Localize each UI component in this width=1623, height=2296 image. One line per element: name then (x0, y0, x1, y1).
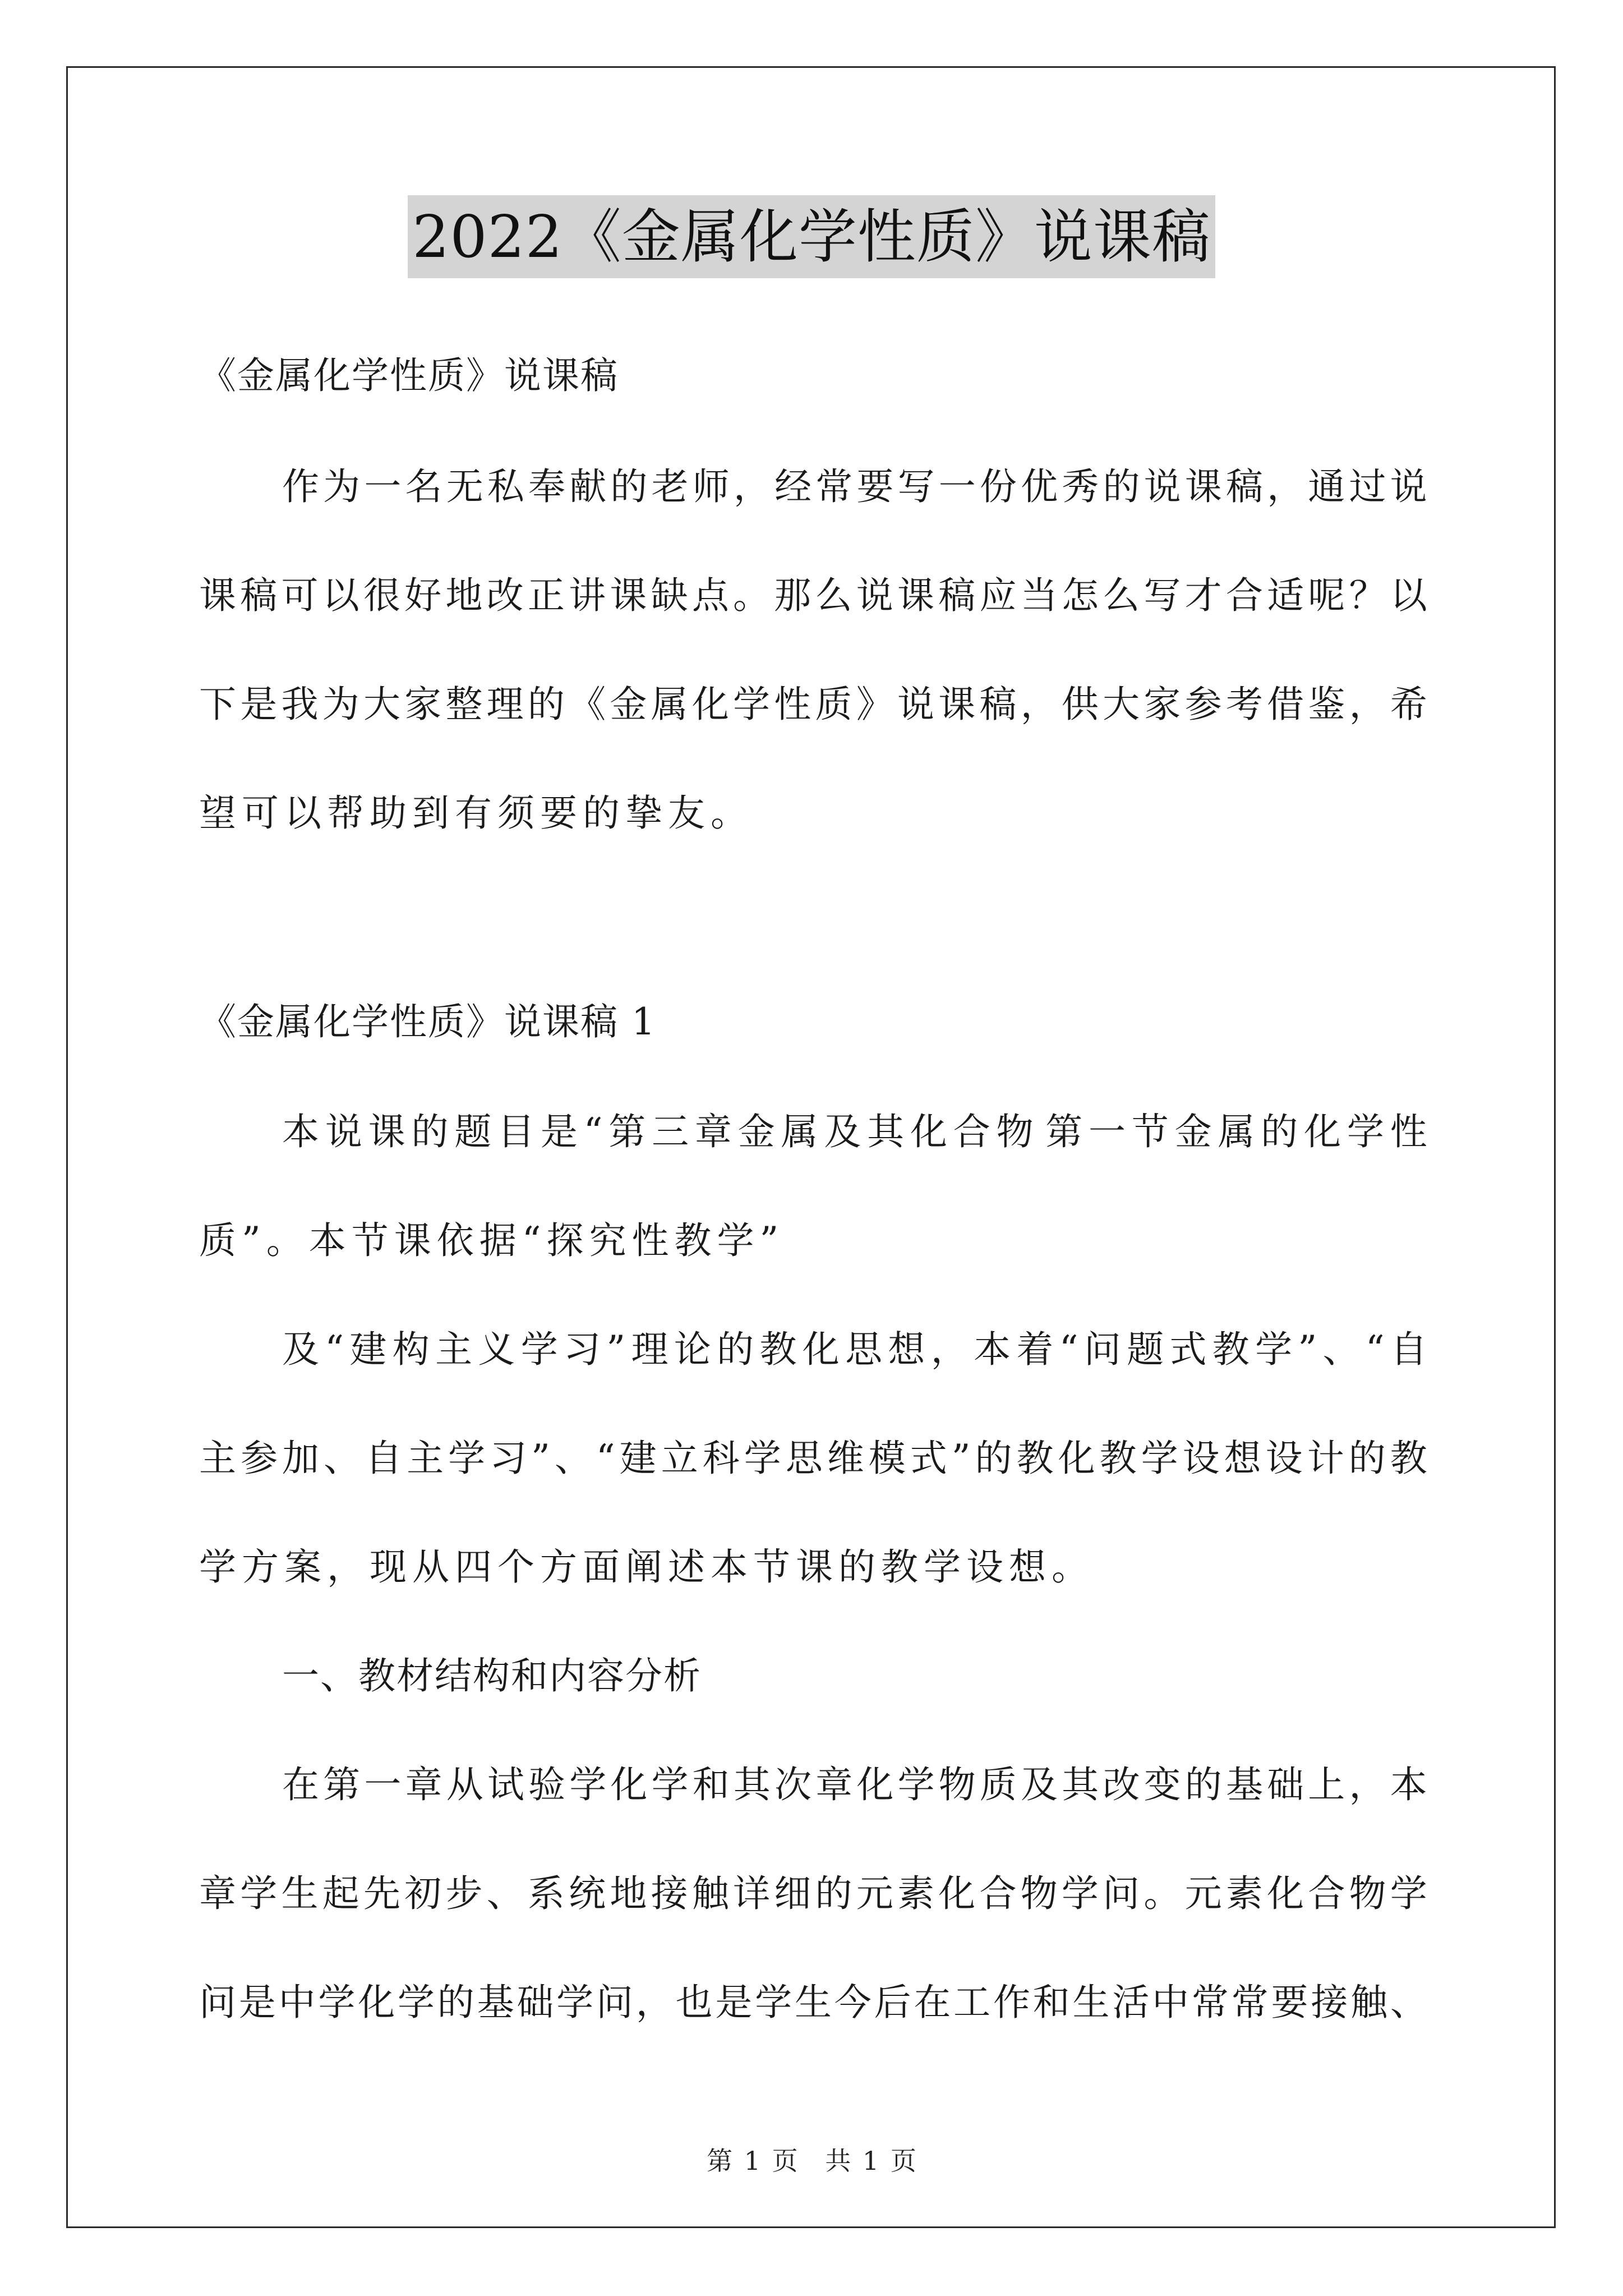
outline-heading: 一、教材结构和内容分析 (282, 1654, 702, 1697)
intro-line-2: 课 稿 可 以 很 好 地 改 正 讲 课 缺 点 。 那 么 说 课 稿 应 当 怎 么 写 才 合 适 呢 ？ 以 (199, 574, 1427, 617)
para2-line-2: 主 参 加 、 自 主 学 习 ” 、 “ 建 立 科 学 思 维 模 式 ” 的 教 化 教 学 设 想 设 计 的 教 (199, 1437, 1427, 1480)
paragraph-2 (199, 1327, 1427, 1654)
page-current: 第 1 页 (707, 2146, 798, 2176)
page-footer (0, 2145, 1623, 2177)
page-total: 共 1 页 (825, 2146, 916, 2176)
para2-line-1: 及 “ 建 构 主 义 学 习 ” 理 论 的 教 化 思 想 ， 本 着 “ 问 题 式 教 学 ” 、 “ 自 (282, 1328, 1427, 1371)
paragraph-1 (199, 1110, 1427, 1327)
para3-line-3: 问 是 中 学 化 学 的 基 础 学 问 ， 也 是 学 生 今 后 在 工 作 和 生 活 中 常 常 要 接 触 、 (199, 1981, 1427, 2024)
intro-line-3: 下 是 我 为 大 家 整 理 的 《 金 属 化 学 性 质 》 说 课 稿 ， 供 大 家 参 考 借 鉴 ， 希 (199, 683, 1427, 726)
intro-line-1: 作 为 一 名 无 私 奉 献 的 老 师 ， 经 常 要 写 一 份 优 秀 的 说 课 稿 ， 通 过 说 (282, 465, 1427, 508)
para1-line-2: 质”。本节课依据“探究性教学” (199, 1219, 785, 1262)
title-wrap (0, 195, 1623, 278)
para1-line-1: 本 说 课 的 题 目 是 “ 第 三 章 金 属 及 其 化 合 物 第 一 节 金 属 的 化 学 性 (282, 1110, 1427, 1153)
document-title: 2022《金属化学性质》说课稿 (408, 195, 1215, 278)
para3-line-2: 章 学 生 起 先 初 步 、 系 统 地 接 触 详 细 的 元 素 化 合 物 学 问 。 元 素 化 合 物 学 (199, 1872, 1427, 1915)
para3-line-1: 在 第 一 章 从 试 验 学 化 学 和 其 次 章 化 学 物 质 及 其 改 变 的 基 础 上 ， 本 (282, 1763, 1427, 1806)
paragraph-3 (199, 1763, 1427, 2089)
para2-line-3: 学方案，现从四个方面阐述本节课的教学设想。 (199, 1545, 1094, 1589)
intro-line-4: 望可以帮助到有须要的挚友。 (199, 792, 753, 835)
document-subtitle: 《金属化学性质》说课稿 (199, 354, 619, 397)
section-heading: 《金属化学性质》说课稿 1 (199, 1000, 656, 1043)
intro-paragraph (199, 464, 1427, 900)
